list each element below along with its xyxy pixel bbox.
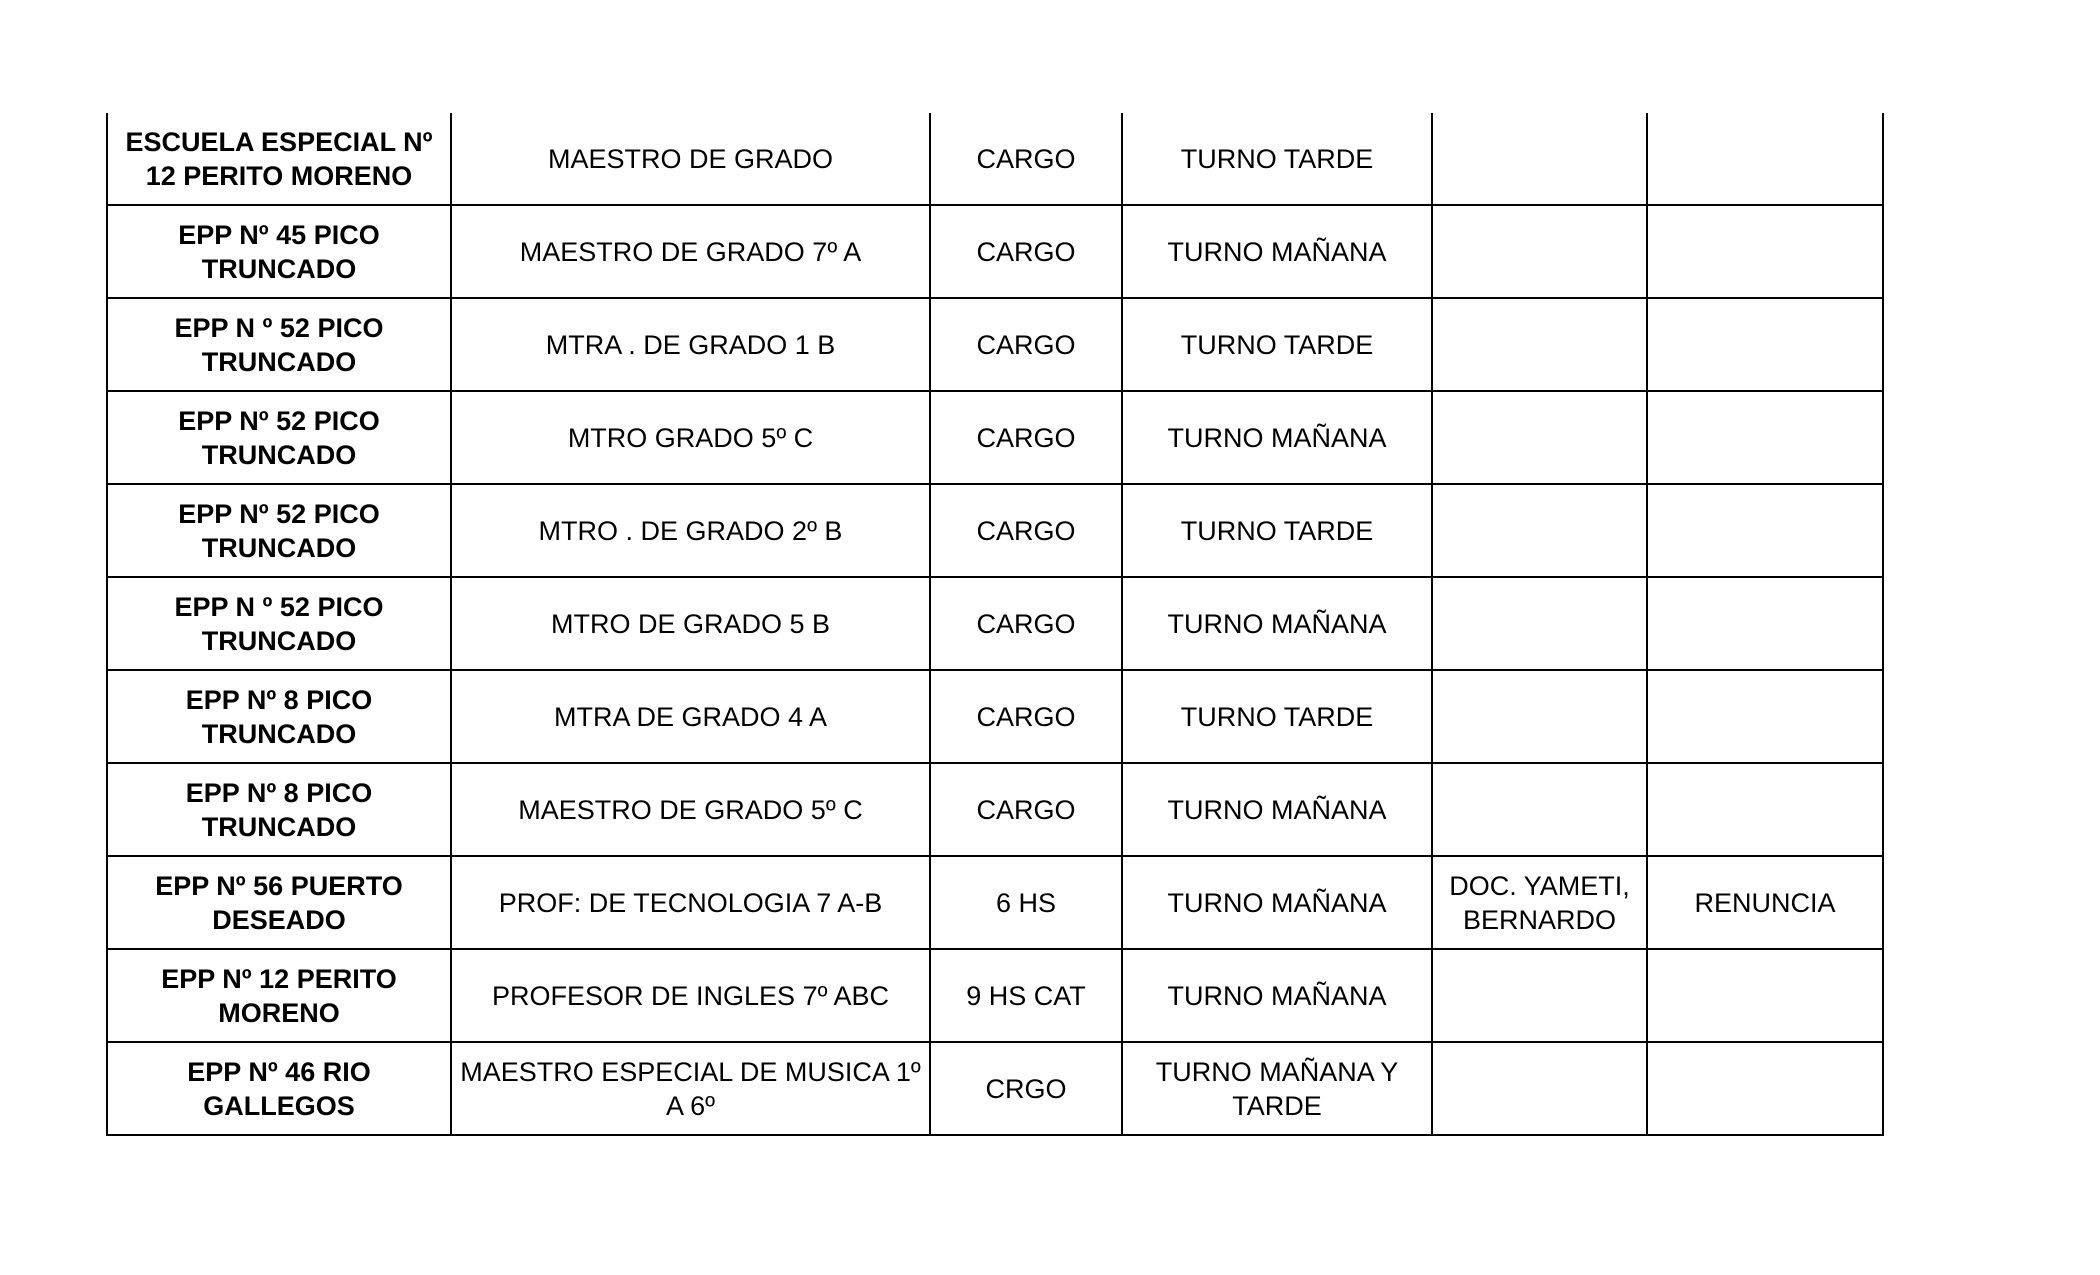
school-cell: ESCUELA ESPECIAL Nº 12 PERITO MORENO [107,113,451,205]
reason-cell [1647,577,1883,670]
type-cell: CRGO [930,1042,1122,1135]
school-cell: EPP N º 52 PICO TRUNCADO [107,577,451,670]
reason-cell: RENUNCIA [1647,856,1883,949]
holder-cell [1432,763,1647,856]
school-cell: EPP Nº 8 PICO TRUNCADO [107,670,451,763]
table-row [107,113,1883,205]
shift-cell: TURNO MAÑANA Y TARDE [1122,1042,1432,1135]
school-cell: EPP Nº 12 PERITO MORENO [107,949,451,1042]
position-cell: MAESTRO DE GRADO 5º C [451,763,930,856]
holder-cell [1432,298,1647,391]
shift-cell: TURNO TARDE [1122,113,1432,205]
shift-cell: TURNO MAÑANA [1122,577,1432,670]
reason-cell [1647,391,1883,484]
position-cell: MAESTRO ESPECIAL DE MUSICA 1º A 6º [451,1042,930,1135]
position-cell: PROFESOR DE INGLES 7º ABC [451,949,930,1042]
position-cell: MTRO DE GRADO 5 B [451,577,930,670]
reason-cell [1647,1042,1883,1135]
table-body [107,113,1883,1135]
school-cell: EPP N º 52 PICO TRUNCADO [107,298,451,391]
shift-cell: TURNO TARDE [1122,298,1432,391]
reason-cell [1647,949,1883,1042]
position-cell: MTRA . DE GRADO 1 B [451,298,930,391]
type-cell: CARGO [930,763,1122,856]
position-cell: MAESTRO DE GRADO [451,113,930,205]
reason-cell [1647,763,1883,856]
table-row [107,391,1883,484]
type-cell: 6 HS [930,856,1122,949]
type-cell: CARGO [930,577,1122,670]
type-cell: CARGO [930,484,1122,577]
reason-cell [1647,670,1883,763]
school-cell: EPP Nº 52 PICO TRUNCADO [107,484,451,577]
shift-cell: TURNO MAÑANA [1122,856,1432,949]
type-cell: CARGO [930,205,1122,298]
position-cell: MTRA DE GRADO 4 A [451,670,930,763]
holder-cell [1432,484,1647,577]
holder-cell [1432,949,1647,1042]
table-row [107,670,1883,763]
table-row [107,577,1883,670]
type-cell: CARGO [930,391,1122,484]
holder-cell: DOC. YAMETI, BERNARDO [1432,856,1647,949]
school-cell: EPP Nº 8 PICO TRUNCADO [107,763,451,856]
shift-cell: TURNO MAÑANA [1122,763,1432,856]
holder-cell [1432,577,1647,670]
shift-cell: TURNO MAÑANA [1122,205,1432,298]
reason-cell [1647,205,1883,298]
holder-cell [1432,1042,1647,1135]
table-row [107,1042,1883,1135]
reason-cell [1647,484,1883,577]
type-cell: 9 HS CAT [930,949,1122,1042]
shift-cell: TURNO MAÑANA [1122,949,1432,1042]
type-cell: CARGO [930,298,1122,391]
table-row [107,856,1883,949]
table-row [107,298,1883,391]
vacancy-table [106,113,1884,1136]
school-cell: EPP Nº 56 PUERTO DESEADO [107,856,451,949]
shift-cell: TURNO MAÑANA [1122,391,1432,484]
school-cell: EPP Nº 45 PICO TRUNCADO [107,205,451,298]
holder-cell [1432,113,1647,205]
table-row [107,763,1883,856]
school-cell: EPP Nº 46 RIO GALLEGOS [107,1042,451,1135]
type-cell: CARGO [930,113,1122,205]
position-cell: MTRO GRADO 5º C [451,391,930,484]
reason-cell [1647,113,1883,205]
table-row [107,484,1883,577]
reason-cell [1647,298,1883,391]
position-cell: MTRO . DE GRADO 2º B [451,484,930,577]
shift-cell: TURNO TARDE [1122,670,1432,763]
position-cell: MAESTRO DE GRADO 7º A [451,205,930,298]
holder-cell [1432,205,1647,298]
school-cell: EPP Nº 52 PICO TRUNCADO [107,391,451,484]
holder-cell [1432,670,1647,763]
shift-cell: TURNO TARDE [1122,484,1432,577]
holder-cell [1432,391,1647,484]
table-row [107,205,1883,298]
position-cell: PROF: DE TECNOLOGIA 7 A-B [451,856,930,949]
table-row [107,949,1883,1042]
type-cell: CARGO [930,670,1122,763]
